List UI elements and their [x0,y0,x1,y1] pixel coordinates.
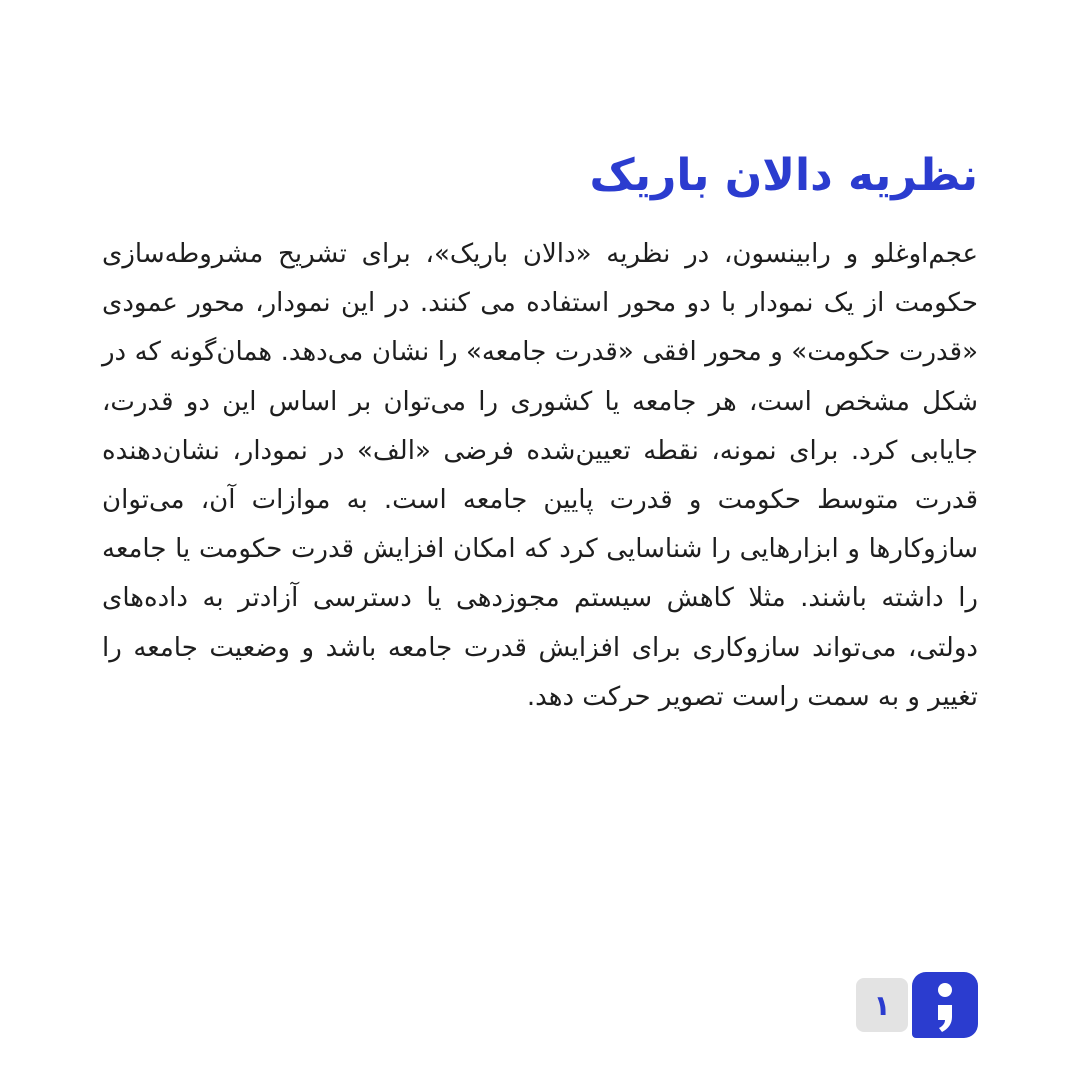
semicolon-logo-icon [912,972,978,1038]
footer [856,972,978,1038]
page-title: نظریه دالان باریک [589,150,978,201]
page-number: ۱ [873,988,891,1022]
body-paragraph: عجم‌اوغلو و رابینسون، در نظریه «دالان باریک»، برای تشریح مشروطه‌سازی حکومت از یک نمودار با دو محور استفاده می کنند. در این نمودار، محور عمودی «قدرت حکومت» و محور افقی «قدرت جامعه» را نشان می‌دهد. همان‌گونه که در شکل مشخص است، هر جامعه یا کشوری را می‌توان بر اساس این دو قدرت، جایابی کرد. برای نمونه، نقطه تعیین‌شده فرضی «الف» در نمودار، نشان‌دهنده قدرت متوسط حکومت و قدرت پایین جامعه است. به موازات آن، می‌توان سازوکارها و ابزارهایی را شناسایی کرد که امکان افزایش قدرت حکومت یا جامعه را داشته باشند. مثلا کاهش سیستم مجوزدهی یا دسترسی آزادتر به داده‌های دولتی، می‌تواند سازوکاری برای افزایش قدرت جامعه باشد و وضعیت جامعه را تغییر و به سمت راست تصویر حرکت دهد. [102,239,978,712]
page-number-badge [856,978,908,1032]
